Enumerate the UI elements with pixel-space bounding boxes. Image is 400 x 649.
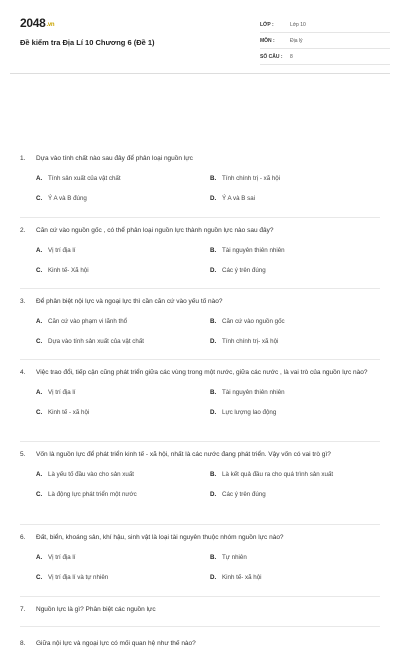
question-number: 8. <box>20 640 26 647</box>
option-letter: C. <box>36 338 43 345</box>
option-a[interactable] <box>36 317 127 326</box>
option-text: Các ý trên đúng <box>222 267 266 274</box>
question-stem <box>20 639 380 649</box>
option-text: Dựa vào tính sản xuất của vật chất <box>48 338 144 345</box>
question-3 <box>20 297 380 345</box>
option-letter: C. <box>36 195 43 202</box>
exam-meta <box>260 17 390 65</box>
option-text: Kinh tế- Xã hội <box>48 267 89 274</box>
question-text: Việc trao đổi, tiếp cận cũng phát triển giữa các vùng trong một nước, giữa các nước , là vai trò của nguồn lực nào? <box>36 369 368 376</box>
option-text: Tài nguyên thiên nhiên <box>222 247 285 254</box>
divider <box>20 441 380 442</box>
option-letter: C. <box>36 267 43 274</box>
option-text: Lực lượng lao động <box>222 409 277 416</box>
question-text: Nguồn lực là gì? Phân biệt các nguồn lực <box>36 606 156 613</box>
question-number: 2. <box>20 227 26 234</box>
option-d[interactable] <box>210 573 262 582</box>
meta-value: Địa lý <box>290 37 303 44</box>
option-a[interactable] <box>36 246 76 255</box>
question-number: 1. <box>20 155 26 162</box>
option-text: Kinh tế- xã hội <box>222 574 262 581</box>
option-b[interactable] <box>210 553 247 562</box>
option-letter: B. <box>210 554 217 561</box>
question-text: Dựa vào tính chất nào sau đây để phân loại nguồn lực <box>36 155 193 162</box>
option-text: Là yếu tố đầu vào cho sản xuất <box>48 471 134 478</box>
option-b[interactable] <box>210 470 333 479</box>
question-number: 5. <box>20 451 26 458</box>
question-number: 6. <box>20 534 26 541</box>
option-text: Ý A và B sai <box>222 195 256 202</box>
option-text: Các ý trên đúng <box>222 491 266 498</box>
option-d[interactable] <box>210 194 255 203</box>
option-d[interactable] <box>210 490 266 499</box>
divider <box>20 359 380 360</box>
option-c[interactable] <box>36 266 89 275</box>
option-text: Tính chính trị - xã hội <box>222 175 281 182</box>
option-a[interactable] <box>36 553 76 562</box>
option-text: Là kết quả đầu ra cho quá trình sản xuất <box>222 471 334 478</box>
option-text: Tài nguyên thiên nhiên <box>222 389 285 396</box>
option-b[interactable] <box>210 317 285 326</box>
question-8 <box>20 639 380 649</box>
option-b[interactable] <box>210 246 285 255</box>
divider <box>20 288 380 289</box>
option-text: Vị trí địa lí <box>48 554 76 561</box>
option-letter: D. <box>210 409 217 416</box>
question-4 <box>20 368 380 416</box>
option-letter: A. <box>36 247 43 254</box>
option-letter: C. <box>36 491 43 498</box>
meta-key: SỐ CÂU : <box>260 53 283 60</box>
option-letter: A. <box>36 554 43 561</box>
option-letter: B. <box>210 471 217 478</box>
divider <box>20 596 380 597</box>
option-letter: D. <box>210 338 217 345</box>
option-letter: B. <box>210 318 217 325</box>
meta-row-class <box>260 17 390 33</box>
question-stem <box>20 533 380 543</box>
meta-value: 8 <box>290 53 293 60</box>
option-letter: A. <box>36 389 43 396</box>
option-letter: D. <box>210 195 217 202</box>
option-c[interactable] <box>36 490 137 499</box>
option-c[interactable] <box>36 573 108 582</box>
option-c[interactable] <box>36 408 89 417</box>
option-letter: B. <box>210 389 217 396</box>
meta-key: LỚP : <box>260 21 274 28</box>
divider <box>20 626 380 627</box>
option-d[interactable] <box>210 408 276 417</box>
option-a[interactable] <box>36 470 134 479</box>
option-text: Căn cứ vào nguồn gốc <box>222 318 285 325</box>
option-text: Là động lực phát triển một nước <box>48 491 137 498</box>
question-stem <box>20 297 380 307</box>
option-text: Vị trí địa lí và tự nhiên <box>48 574 109 581</box>
question-number: 3. <box>20 298 26 305</box>
question-text: Giữa nội lực và ngoại lực có mối quan hệ như thế nào? <box>36 640 196 647</box>
question-text: Đất, biển, khoáng sản, khí hậu, sinh vật là loại tài nguyên thuộc nhóm nguồn lực nào? <box>36 534 284 541</box>
site-logo[interactable] <box>20 16 54 30</box>
question-number: 4. <box>20 369 26 376</box>
page-title: Đề kiểm tra Địa Lí 10 Chương 6 (Đề 1) <box>20 38 155 47</box>
option-c[interactable] <box>36 194 87 203</box>
exam-header <box>10 8 390 74</box>
question-stem <box>20 154 380 164</box>
option-a[interactable] <box>36 174 121 183</box>
meta-key: MÔN : <box>260 37 275 44</box>
question-stem <box>20 450 380 460</box>
option-text: Kinh tế - xã hội <box>48 409 90 416</box>
option-letter: A. <box>36 318 43 325</box>
option-text: Ý A và B đúng <box>48 195 87 202</box>
option-letter: D. <box>210 574 217 581</box>
question-stem <box>20 605 380 615</box>
option-text: Tính sản xuất của vật chất <box>48 175 121 182</box>
option-text: Vị trí địa lí <box>48 247 76 254</box>
option-text: Căn cứ vào phạm vi lãnh thổ <box>48 318 128 325</box>
option-letter: A. <box>36 175 43 182</box>
logo-suffix: .vn <box>46 22 55 28</box>
option-text: Tính chính trị- xã hội <box>222 338 279 345</box>
logo-main: 2048 <box>20 16 46 30</box>
option-letter: C. <box>36 409 43 416</box>
option-letter: C. <box>36 574 43 581</box>
question-text: Vốn là nguồn lực để phát triển kinh tế - xã hội, nhất là các nước đang phát triển. Vậy vốn có vai trò gì? <box>36 451 331 458</box>
option-text: Tự nhiên <box>222 554 247 561</box>
option-a[interactable] <box>36 388 76 397</box>
option-letter: D. <box>210 267 217 274</box>
option-text: Vị trí địa lí <box>48 389 76 396</box>
option-d[interactable] <box>210 266 266 275</box>
meta-row-count <box>260 49 390 65</box>
question-1 <box>20 154 380 202</box>
option-letter: B. <box>210 247 217 254</box>
question-text: Để phân biệt nội lực và ngoại lực thì cần căn cứ vào yếu tố nào? <box>36 298 223 305</box>
question-7 <box>20 605 380 615</box>
option-letter: A. <box>36 471 43 478</box>
question-stem <box>20 226 380 236</box>
option-d[interactable] <box>210 337 278 346</box>
question-5 <box>20 450 380 498</box>
option-c[interactable] <box>36 337 144 346</box>
question-6 <box>20 533 380 581</box>
option-b[interactable] <box>210 174 280 183</box>
question-text: Căn cứ vào nguồn gốc , có thể phân loại nguồn lực thành nguồn lực nào sau đây? <box>36 227 274 234</box>
meta-value: Lớp 10 <box>290 21 306 28</box>
option-b[interactable] <box>210 388 285 397</box>
option-letter: D. <box>210 491 217 498</box>
meta-row-subject <box>260 33 390 49</box>
question-2 <box>20 226 380 274</box>
divider <box>20 217 380 218</box>
question-stem <box>20 368 380 378</box>
question-number: 7. <box>20 606 26 613</box>
option-letter: B. <box>210 175 217 182</box>
divider <box>20 524 380 525</box>
